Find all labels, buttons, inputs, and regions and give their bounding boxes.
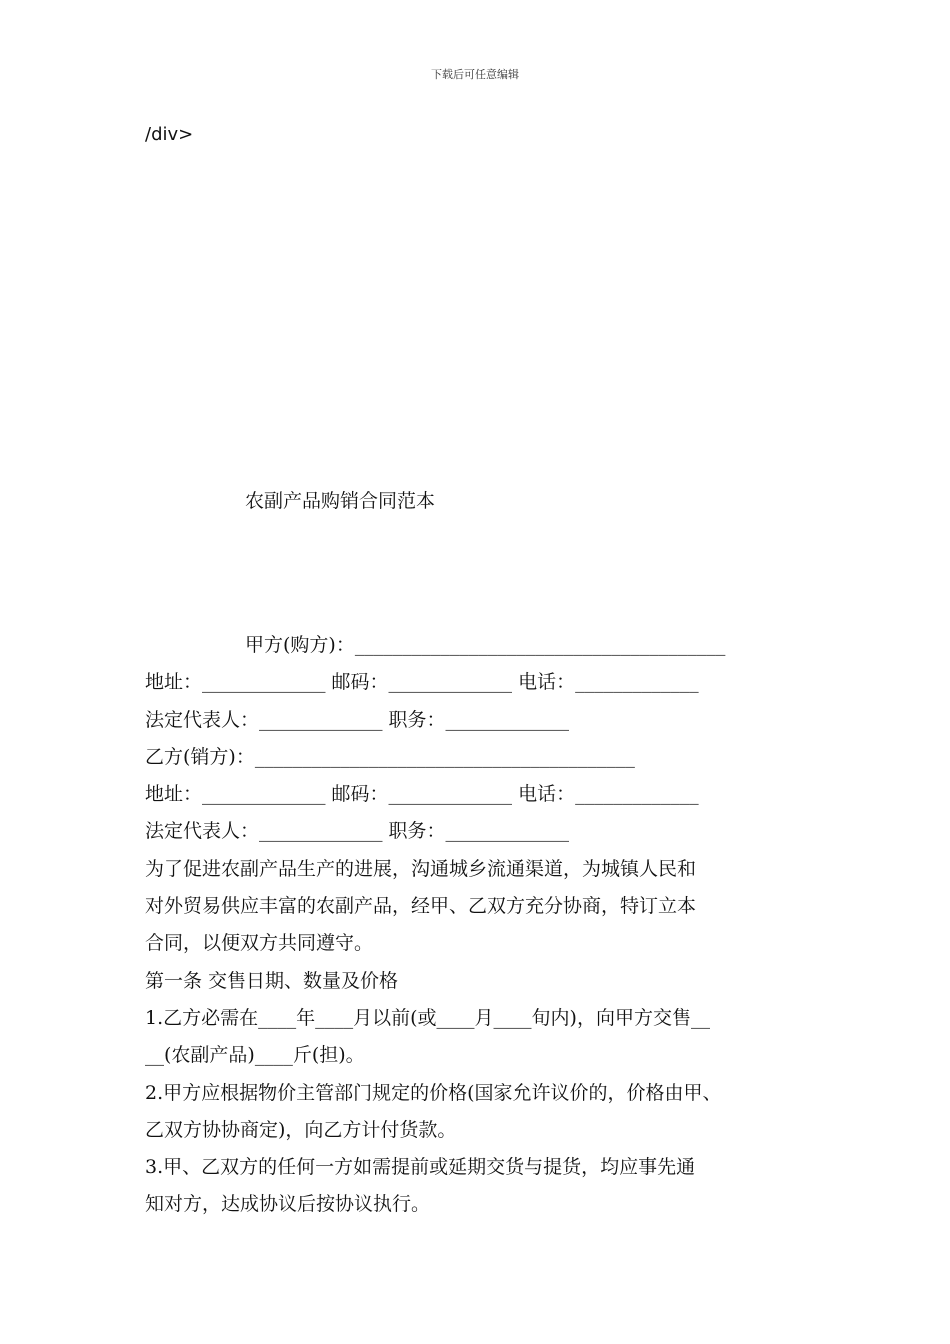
party-b-line: 乙方(销方)：________________________________________	[145, 745, 635, 768]
article-heading: 第一条 交售日期、数量及价格	[145, 969, 399, 992]
contract-body	[145, 627, 810, 1224]
clause-line: 知对方，达成协议后按协议执行。	[145, 1193, 431, 1216]
clause-line: 1.乙方必需在____年____月以前(或____月____旬内)，向甲方交售__	[145, 1006, 710, 1029]
party-a-line: 甲方(购方)：_______________________________________	[245, 634, 726, 656]
clause-line: 3.甲、乙双方的任何一方如需提前或延期交货与提货，均应事先通	[145, 1156, 696, 1179]
preamble-line: 合同，以便双方共同遵守。	[145, 932, 374, 955]
clause-line: 乙双方协协商定)，向乙方计付货款。	[145, 1118, 457, 1141]
page-header: 下载后可任意编辑	[431, 68, 519, 81]
party-b-representative-line: 法定代表人：_____________ 职务：_____________	[145, 820, 570, 843]
preamble-line: 为了促进农副产品生产的进展，沟通城乡流通渠道，为城镇人民和	[145, 857, 697, 880]
clause-line: __(农副产品)____斤(担)。	[145, 1044, 365, 1067]
document-title: 农副产品购销合同范本	[245, 490, 436, 512]
party-a-representative-line: 法定代表人：_____________ 职务：_____________	[145, 708, 570, 731]
party-b-address-line: 地址：_____________ 邮码：_____________ 电话：_____________	[145, 783, 699, 806]
stray-html-tag: /div>	[145, 124, 194, 145]
party-a-address-line: 地址：_____________ 邮码：_____________ 电话：_____________	[145, 671, 699, 694]
clause-line: 2.甲方应根据物价主管部门规定的价格(国家允许议价的，价格由甲、	[145, 1081, 722, 1104]
preamble-line: 对外贸易供应丰富的农副产品，经甲、乙双方充分协商，特订立本	[145, 895, 697, 918]
